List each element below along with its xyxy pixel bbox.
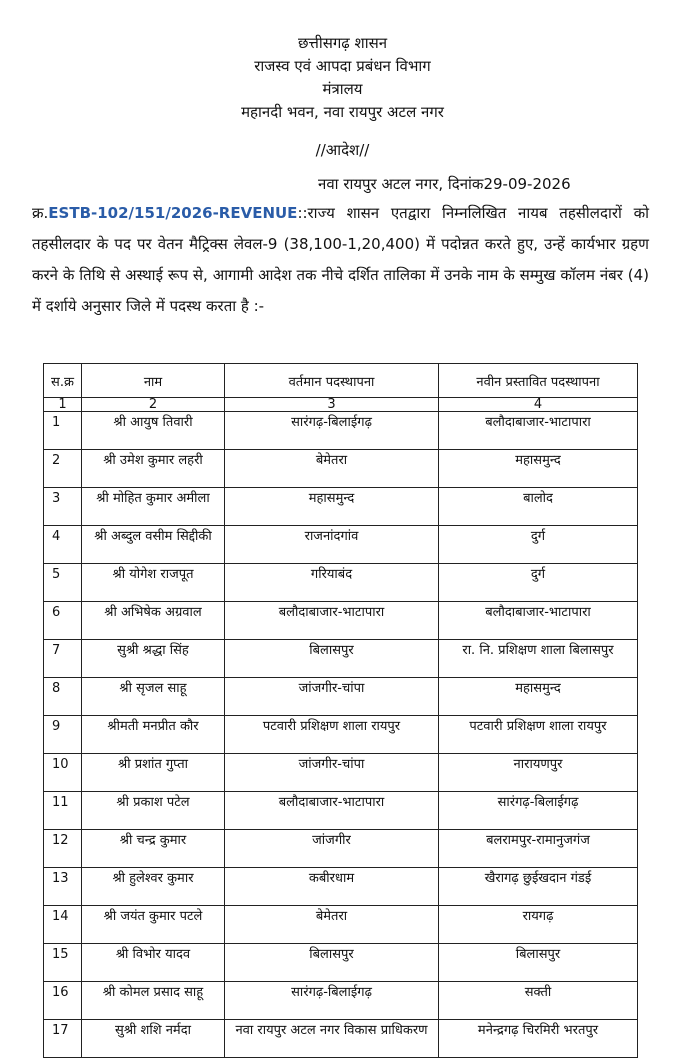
proposed-posting-cell: नारायणपुर bbox=[439, 754, 638, 792]
header-proposed-posting: नवीन प्रस्तावित पदस्थापना bbox=[439, 364, 638, 398]
name-cell: श्री अभिषेक अग्रवाल bbox=[82, 602, 225, 640]
column-number: 3 bbox=[225, 398, 439, 412]
name-cell: श्री सृजल साहू bbox=[82, 678, 225, 716]
current-posting-cell: जांजगीर bbox=[225, 830, 439, 868]
table-row bbox=[44, 754, 638, 792]
table-header-row bbox=[44, 364, 638, 398]
serial-number-cell: 5 bbox=[44, 564, 82, 602]
name-cell: श्री विभोर यादव bbox=[82, 944, 225, 982]
serial-number-cell: 15 bbox=[44, 944, 82, 982]
proposed-posting-cell: दुर्ग bbox=[439, 526, 638, 564]
table-row bbox=[44, 982, 638, 1020]
proposed-posting-cell: सारंगढ़-बिलाईगढ़ bbox=[439, 792, 638, 830]
proposed-posting-cell: रायगढ़ bbox=[439, 906, 638, 944]
table-row bbox=[44, 564, 638, 602]
serial-number-cell: 17 bbox=[44, 1020, 82, 1058]
current-posting-cell: नवा रायपुर अटल नगर विकास प्राधिकरण bbox=[225, 1020, 439, 1058]
serial-number-cell: 8 bbox=[44, 678, 82, 716]
serial-number-cell: 9 bbox=[44, 716, 82, 754]
serial-number-cell: 16 bbox=[44, 982, 82, 1020]
header-name: नाम bbox=[82, 364, 225, 398]
proposed-posting-cell: रा. नि. प्रशिक्षण शाला बिलासपुर bbox=[439, 640, 638, 678]
order-title: //आदेश// bbox=[315, 141, 370, 159]
name-cell: श्री योगेश राजपूत bbox=[82, 564, 225, 602]
name-cell: श्री आयुष तिवारी bbox=[82, 412, 225, 450]
proposed-posting-cell: बलरामपुर-रामानुजगंज bbox=[439, 830, 638, 868]
serial-number-cell: 14 bbox=[44, 906, 82, 944]
proposed-posting-cell: पटवारी प्रशिक्षण शाला रायपुर bbox=[439, 716, 638, 754]
current-posting-cell: बिलासपुर bbox=[225, 944, 439, 982]
current-posting-cell: कबीरधाम bbox=[225, 868, 439, 906]
proposed-posting-cell: बिलासपुर bbox=[439, 944, 638, 982]
current-posting-cell: जांजगीर-चांपा bbox=[225, 754, 439, 792]
column-number-row bbox=[44, 398, 638, 412]
table-row bbox=[44, 450, 638, 488]
current-posting-cell: सारंगढ़-बिलाईगढ़ bbox=[225, 982, 439, 1020]
header-current-posting: वर्तमान पदस्थापना bbox=[225, 364, 439, 398]
proposed-posting-cell: महासमुन्द bbox=[439, 450, 638, 488]
table-row bbox=[44, 792, 638, 830]
posting-table bbox=[43, 363, 638, 1058]
table-row bbox=[44, 412, 638, 450]
column-number: 4 bbox=[439, 398, 638, 412]
current-posting-cell: पटवारी प्रशिक्षण शाला रायपुर bbox=[225, 716, 439, 754]
table-row bbox=[44, 944, 638, 982]
current-posting-cell: सारंगढ़-बिलाईगढ़ bbox=[225, 412, 439, 450]
order-body-text: ::राज्य शासन एतद्वारा निम्नलिखित नायब तहसीलदारों को तहसीलदार के पद पर वेतन मैट्रिक्स लेवल-9 (38,100-1,20,400) में पदोन्नत करते हुए, उन्हें कार्यभार ग्रहण करने के तिथि से अस्थाई रूप से, आगामी आदेश तक नीचे दर्शित तालिका में उनके नाम के सम्मुख कॉलम नंबर (4) में दर्शाये अनुसार जिले में पदस्थ करता है :- bbox=[32, 204, 649, 315]
current-posting-cell: जांजगीर-चांपा bbox=[225, 678, 439, 716]
proposed-posting-cell: मनेन्द्रगढ़ चिरमिरी भरतपुर bbox=[439, 1020, 638, 1058]
serial-number-cell: 4 bbox=[44, 526, 82, 564]
serial-number-cell: 11 bbox=[44, 792, 82, 830]
column-number: 2 bbox=[82, 398, 225, 412]
proposed-posting-cell: महासमुन्द bbox=[439, 678, 638, 716]
name-cell: श्री चन्द्र कुमार bbox=[82, 830, 225, 868]
current-posting-cell: बेमेतरा bbox=[225, 906, 439, 944]
table-row bbox=[44, 640, 638, 678]
name-cell: श्री हुलेश्वर कुमार bbox=[82, 868, 225, 906]
serial-number-cell: 7 bbox=[44, 640, 82, 678]
table-row bbox=[44, 678, 638, 716]
name-cell: श्री जयंत कुमार पटले bbox=[82, 906, 225, 944]
serial-number-cell: 13 bbox=[44, 868, 82, 906]
current-posting-cell: गरियाबंद bbox=[225, 564, 439, 602]
document-header bbox=[0, 0, 685, 124]
current-posting-cell: बिलासपुर bbox=[225, 640, 439, 678]
name-cell: सुश्री शशि नर्मदा bbox=[82, 1020, 225, 1058]
current-posting-cell: बलौदाबाजार-भाटापारा bbox=[225, 602, 439, 640]
serial-number-cell: 2 bbox=[44, 450, 82, 488]
ministry-line: मंत्रालय bbox=[322, 80, 363, 98]
order-paragraph bbox=[32, 198, 649, 322]
table-row bbox=[44, 526, 638, 564]
table-row bbox=[44, 716, 638, 754]
proposed-posting-cell: दुर्ग bbox=[439, 564, 638, 602]
reference-number: ESTB-102/151/2026-REVENUE bbox=[48, 204, 298, 222]
table-row bbox=[44, 868, 638, 906]
name-cell: श्री प्रशांत गुप्ता bbox=[82, 754, 225, 792]
table-row bbox=[44, 830, 638, 868]
name-cell: श्रीमती मनप्रीत कौर bbox=[82, 716, 225, 754]
name-cell: श्री कोमल प्रसाद साहू bbox=[82, 982, 225, 1020]
table-row bbox=[44, 906, 638, 944]
reference-prefix: क्र. bbox=[32, 204, 49, 222]
serial-number-cell: 1 bbox=[44, 412, 82, 450]
place-date-line: नवा रायपुर अटल नगर, दिनांक29-09-2026 bbox=[318, 175, 571, 193]
table-row bbox=[44, 488, 638, 526]
proposed-posting-cell: बलौदाबाजार-भाटापारा bbox=[439, 412, 638, 450]
department-line: राजस्व एवं आपदा प्रबंधन विभाग bbox=[254, 57, 431, 75]
serial-number-cell: 6 bbox=[44, 602, 82, 640]
column-number: 1 bbox=[44, 398, 82, 412]
header-serial: स.क्र bbox=[44, 364, 82, 398]
current-posting-cell: राजनांदगांव bbox=[225, 526, 439, 564]
proposed-posting-cell: बलौदाबाजार-भाटापारा bbox=[439, 602, 638, 640]
serial-number-cell: 3 bbox=[44, 488, 82, 526]
serial-number-cell: 12 bbox=[44, 830, 82, 868]
proposed-posting-cell: सक्ती bbox=[439, 982, 638, 1020]
serial-number-cell: 10 bbox=[44, 754, 82, 792]
current-posting-cell: बलौदाबाजार-भाटापारा bbox=[225, 792, 439, 830]
state-government-line: छत्तीसगढ़ शासन bbox=[297, 34, 388, 52]
proposed-posting-cell: बालोद bbox=[439, 488, 638, 526]
current-posting-cell: बेमेतरा bbox=[225, 450, 439, 488]
address-line: महानदी भवन, नवा रायपुर अटल नगर bbox=[241, 103, 444, 121]
table-row bbox=[44, 602, 638, 640]
name-cell: श्री उमेश कुमार लहरी bbox=[82, 450, 225, 488]
proposed-posting-cell: खैरागढ़ छुईखदान गंडई bbox=[439, 868, 638, 906]
table-row bbox=[44, 1020, 638, 1058]
name-cell: श्री मोहित कुमार अमीला bbox=[82, 488, 225, 526]
name-cell: श्री अब्दुल वसीम सिद्दीकी bbox=[82, 526, 225, 564]
name-cell: सुश्री श्रद्धा सिंह bbox=[82, 640, 225, 678]
current-posting-cell: महासमुन्द bbox=[225, 488, 439, 526]
name-cell: श्री प्रकाश पटेल bbox=[82, 792, 225, 830]
